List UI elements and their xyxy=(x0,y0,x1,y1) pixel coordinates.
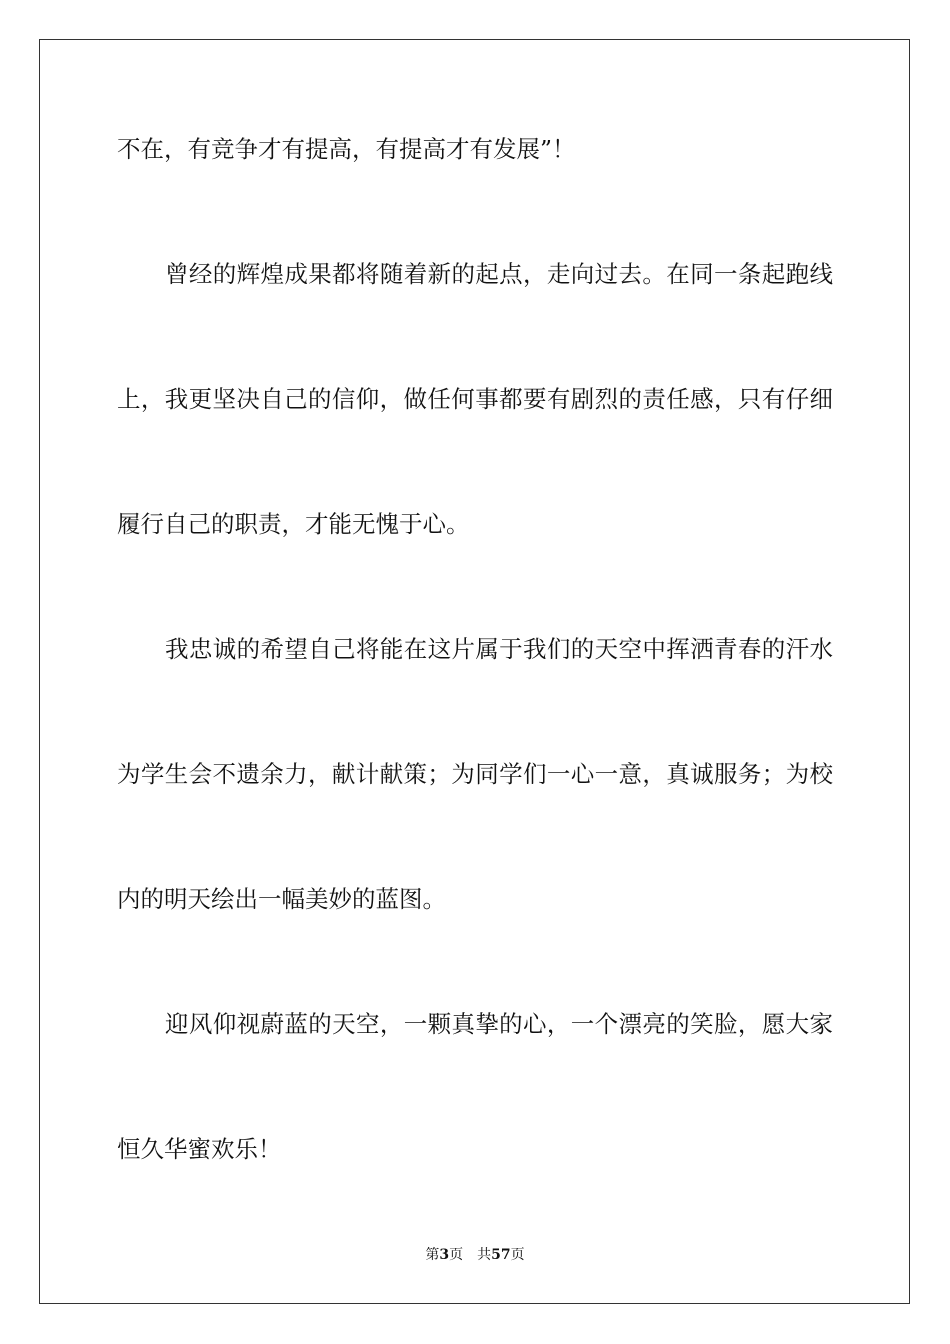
text-line-1: 不在，有竞争才有提高，有提高才有发展”！ xyxy=(117,135,576,163)
text-line-3: 上，我更坚决自己的信仰，做任何事都要有剧烈的责任感，只有仔细 xyxy=(117,385,833,413)
total-suffix: 页 xyxy=(510,1247,525,1263)
total-prefix: 共 xyxy=(477,1247,492,1263)
text-line-5: 我忠诚的希望自己将能在这片属于我们的天空中挥洒青春的汗水 xyxy=(165,635,833,663)
text-line-4: 履行自己的职责，才能无愧于心。 xyxy=(117,510,470,538)
page-suffix: 页 xyxy=(449,1247,464,1263)
page-prefix: 第 xyxy=(425,1247,440,1263)
page-footer xyxy=(0,1246,950,1264)
text-line-9: 恒久华蜜欢乐！ xyxy=(117,1135,282,1163)
page-border xyxy=(39,39,910,1304)
text-line-8: 迎风仰视蔚蓝的天空，一颗真挚的心，一个漂亮的笑脸，愿大家 xyxy=(165,1010,833,1038)
text-line-2: 曾经的辉煌成果都将随着新的起点，走向过去。在同一条起跑线 xyxy=(165,260,833,288)
total-pages: 57 xyxy=(491,1247,511,1263)
text-line-6: 为学生会不遗余力，献计献策；为同学们一心一意，真诚服务；为校 xyxy=(117,760,833,788)
page-number: 3 xyxy=(439,1247,450,1263)
text-line-7: 内的明天绘出一幅美妙的蓝图。 xyxy=(117,885,446,913)
